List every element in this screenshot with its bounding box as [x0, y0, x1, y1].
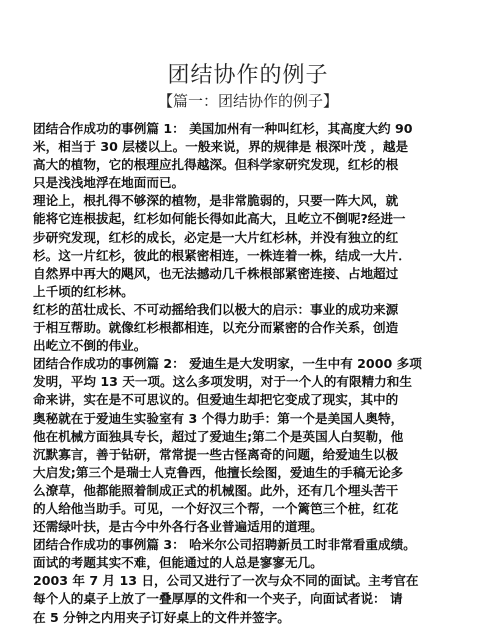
text-line: 能将它连根拔起，红杉如何能长得如此高大，且屹立不倒呢?经进一	[33, 211, 406, 227]
text-line: 团结合作成功的事例篇 2： 爱迪生是大发明家，一生中有 2000 多项	[33, 356, 422, 372]
section-heading: 【篇一：团结协作的例子】	[157, 92, 338, 110]
text-line: 高大的植物，它的根理应扎得越深。但科学家研究发现，红杉的根	[33, 157, 399, 173]
text-line: 自然界中再大的飓风，也无法撼动几千株根部紧密连接、占地超过	[33, 265, 399, 281]
text-line: 每个人的桌子上放了一叠厚厚的文件和一个夹子，向面试者说： 请	[33, 591, 403, 607]
text-line: 的人给他当助手。可见，一个好汉三个帮，一个篱笆三个桩，红花	[33, 500, 399, 516]
text-line: 米，相当于 30 层楼以上。一般来说，界的规律是 根深叶茂 ，越是	[33, 139, 409, 155]
text-line: 还需绿叶扶，是古今中外各行各业普遍适用的道理。	[33, 519, 323, 535]
text-line: 沉默寡言，善于钻研，常常提一些古怪离奇的问题，给爱迪生以极	[33, 446, 399, 462]
text-line: 出屹立不倒的伟业。	[33, 338, 147, 354]
text-line: 奥秘就在于爱迪生实验室有 3 个得力助手：第一个是美国人奥特，	[33, 410, 404, 426]
text-line: 面试的考题其实不难，但能通过的人总是寥寥无几。	[33, 555, 323, 571]
text-line: 只是浅浅地浮在地面而已。	[33, 175, 185, 191]
text-line: 上千顷的红杉林。	[33, 283, 134, 299]
text-line: 于相互帮助。就像红杉根都相连，以充分而紧密的合作关系，创造	[33, 320, 399, 336]
text-line: 团结合作成功的事例篇 1： 美国加州有一种叫红杉，其高度大约 90	[33, 121, 413, 136]
text-line: 发明，平均 13 天一项。这么多项发明，对于一个人的有限精力和生	[33, 374, 412, 390]
text-line: 杉。这一片红杉，彼此的根紧密相连，一株连着一株，结成一大片．	[33, 247, 411, 263]
text-line: 在 5 分钟之内用夹子订好桌上的文件并签字。	[33, 609, 290, 625]
body-text	[33, 120, 473, 627]
text-line: 理论上，根扎得不够深的植物，是非常脆弱的，只要一阵大风，就	[33, 193, 399, 209]
text-line: 红杉的茁壮成长、不可动摇给我们以极大的启示：事业的成功来源	[33, 301, 399, 317]
text-line: 命来讲，实在是不可思议的。但爱迪生却把它变成了现实，其中的	[33, 392, 399, 408]
text-line: 团结合作成功的事例篇 3： 哈米尔公司招聘新员工时非常看重成绩。	[33, 537, 416, 553]
text-line: 2003 年 7 月 13 日，公司又进行了一次与众不同的面试。主考官在	[33, 573, 419, 589]
page-title: 团结协作的例子	[167, 63, 329, 88]
text-line: 步研究发现，红杉的成长，必定是一大片红杉林，并没有独立的红	[33, 229, 399, 245]
text-line: 大启发;第三个是瑞士人克鲁西，他擅长绘图，爱迪生的手稿无论多	[33, 464, 404, 480]
text-line: 他在机械方面独具专长，超过了爱迪生;第二个是英国人白契勒，他	[33, 428, 404, 444]
text-line: 么潦草，他都能照着制成正式的机械图。此外，还有几个埋头苦干	[33, 482, 399, 498]
